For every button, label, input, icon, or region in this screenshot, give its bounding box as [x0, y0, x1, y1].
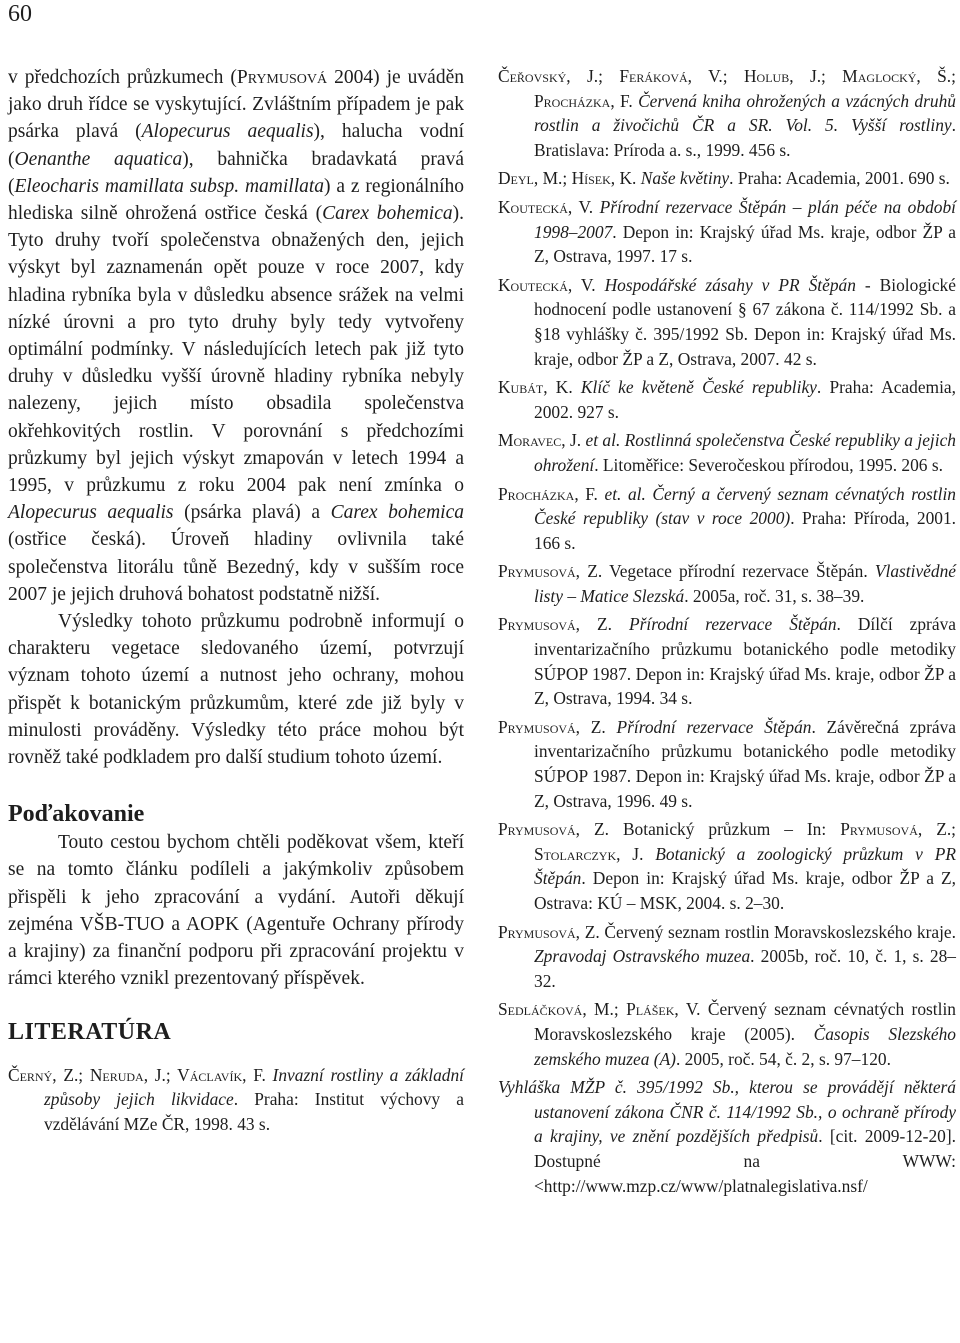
right-column	[498, 64, 956, 1198]
text-run: . 2005, roč. 54, č. 2, s. 97–120.	[675, 1048, 891, 1069]
text-run: - Biologické hodnocení podle ustanovení § 67 zákona č. 114/1992 Sb. a §18 vyhlášky č. 395/1992 Sb. Depon in: Krajský úřad Ms. kraje, odbor ŽP a Z, Ostrava, 2007. 42 s.	[534, 274, 956, 369]
italic-run: Časopis Slezského zemského muzea (A)	[534, 1023, 956, 1069]
author-name: Kubát, K.	[498, 377, 573, 398]
text-run: . Praha: Příroda, 2001. 166 s.	[534, 508, 956, 553]
literature-heading: LITERATÚRA	[8, 1018, 172, 1045]
body-paragraph-1	[8, 64, 464, 608]
text-run	[266, 1065, 273, 1085]
reference-list-left	[8, 1063, 464, 1137]
author-name: Černý, Z.; Neruda, J.; Václavík, F.	[8, 1064, 266, 1085]
italic-run: Hospodářské zásahy v PR Štěpán	[604, 274, 856, 295]
text-run: . Depon in: Krajský úřad Ms. kraje, odbor ŽP a Z, Ostrava, 1997. 17 s.	[534, 221, 956, 267]
text-run: . Praha: Academia, 2002. 927 s.	[534, 377, 956, 422]
author-name: Prymusová, Z.	[498, 614, 612, 635]
reference-entry	[498, 817, 956, 915]
italic-run: Klíč ke květeně České republiky	[580, 377, 817, 398]
author-name: Moravec, J.	[498, 430, 582, 451]
italic-run: Carex bohemica	[322, 203, 453, 225]
italic-run: Alopecurus aequalis	[8, 502, 174, 524]
text-run: 2004) je uváděn jako druh řídce se vyskytující. Zvláštním případem je pak psárka plavá (	[8, 67, 464, 143]
author-name: Prymusová, Z.	[498, 561, 603, 582]
left-column	[8, 64, 464, 1136]
author-name: Koutecká, V.	[498, 196, 594, 217]
text-run: ) a z regionálního hlediska silně ohrožená ostřice česká (	[8, 175, 464, 225]
italic-run: et. al. Černý a červený seznam cévnatých rostlin České republiky (stav v roce 2000)	[534, 483, 956, 529]
author-name: Koutecká, V.	[498, 274, 596, 295]
text-run: v předchozích průzkumech (	[8, 67, 237, 88]
reference-list-right	[498, 64, 956, 1198]
text-run: Červený seznam cévnatých rostlin Moravskoslezského kraje (2005).	[534, 999, 957, 1044]
text-run: . Závěrečná zpráva inventarizačního průzkumu botanického podle metodiky SÚPOP 1987. Depon in: Krajský úřad Ms. kraje, odbor ŽP a Z, Ostrava, 1996. 49 s.	[534, 716, 956, 811]
italic-run: Červená kniha ohrožených a vzácných druhů rostlin a živočichů ČR a SR. Vol. 5. Vyšší rostliny	[534, 90, 956, 136]
text-run	[643, 844, 655, 864]
reference-entry	[498, 273, 956, 371]
reference-entry	[498, 1075, 956, 1198]
text-run	[606, 717, 617, 737]
reference-entry	[498, 428, 956, 477]
reference-entry	[498, 559, 956, 608]
italic-run: Naše květiny	[640, 168, 730, 189]
reference-entry	[498, 375, 956, 424]
italic-run: Přírodní rezervace Štěpán	[616, 716, 812, 737]
italic-run: Vlastivědné listy – Matice Slezská	[534, 561, 956, 606]
reference-entry	[498, 997, 956, 1071]
text-run: . Bratislava: Príroda a. s., 1999. 456 s.	[534, 115, 956, 160]
text-run: ), bahnička bradavkatá pravá (	[8, 148, 464, 197]
text-run: . Praha: Academia, 2001. 690 s.	[729, 168, 950, 189]
text-run: . 2005a, roč. 31, s. 38–39.	[684, 585, 865, 606]
reference-entry	[498, 195, 956, 269]
page-number: 60	[8, 1, 32, 27]
author-name: Čeřovský, J.; Feráková, V.; Holub, J.; Maglocký, Š.; Procházka, F.	[498, 66, 956, 111]
text-run: . Praha: Institut výchovy a vzdělávání MZe ČR, 1998. 43 s.	[44, 1089, 464, 1134]
text-run: Botanický průzkum – In:	[608, 819, 841, 840]
italic-run: Invazní rostliny a základní způsoby jejich likvidace	[44, 1064, 464, 1110]
italic-run: Oenanthe aquatica	[14, 148, 183, 170]
acknowledgement-text: Touto cestou bychom chtěli poděkovat všem, kteří se na tomto článku podíleli a jakýmkoliv způsobem přispěli k jeho zpracování a vydání. Autoři děkují zejména VŠB-TUO a AOPK (Agentuře Ochrany přírody a krajiny) za finanční podporu při zpracování projektu v rámci kterého vznikl prezentovaný příspěvek.	[8, 832, 464, 990]
text-run: ). Tyto druhy tvoří společenstva obnažených den, jejich výskyt byl zaznamenán opět pouze v roce 2007, kdy hladina rybníka byla v důsledku absence srážek na velmi nízké úrovni a pro tyto druhy byly tedy vytvořeny optimální podmínky. V následujících letech pak již tyto druhy v důsledku vyšší úrovně hladiny rybníka nebyly nalezeny, jejich místo obsadila společenstva okřehkovitých rostlin. V porovnání s předchozími průzkumy byl jejich výskyt zmapován v letech 1994 a 1995, v průzkumu z roku 2004 pak není zmínka o	[8, 203, 464, 497]
italic-run: Botanický a zoologický průzkum v PR Štěpán	[534, 843, 956, 889]
author-name: Prymusová	[236, 67, 328, 88]
reference-entry	[498, 612, 956, 710]
reference-entry	[498, 715, 956, 813]
italic-run: Eleocharis mamillata subsp. mamillata	[14, 175, 325, 197]
italic-run: Přírodní rezervace Štěpán	[629, 614, 837, 635]
reference-entry	[498, 920, 956, 994]
italic-run: Přírodní rezervace Štěpán – plán péče na období 1998–2007	[534, 196, 956, 242]
author-name: Prymusová, Z.; Stolarczyk, J.	[534, 819, 956, 864]
text-run: . [cit. 2009-12-20]. Dostupné na WWW:<http://www.mzp.cz/www/platnalegislativa.nsf/	[534, 1126, 956, 1196]
text-run: Červený seznam rostlin Moravskoslezského kraje.	[599, 921, 956, 942]
author-name: Sedláčková, M.; Plášek, V.	[498, 999, 701, 1020]
italic-run: et al. Rostlinná společenstva České republiky a jejich ohrožení	[534, 430, 956, 475]
author-name: Prymusová, Z.	[498, 921, 600, 942]
text-run: . 2005b, roč. 10, č. 1, s. 28–32.	[534, 946, 956, 991]
text-run: . Dílčí zpráva inventarizačního průzkumu botanického podle metodiky SÚPOP 1987. Depon in: Krajský úřad Ms. kraje, odbor ŽP a Z, Ostrava, 1994. 34 s.	[534, 614, 956, 709]
body-paragraph-2: Výsledky tohoto průzkumu podrobně informují o charakteru vegetace sledovaného území, potvrzují význam tohoto území a nutnost jeho ochrany, mohou přispět k botanickým průzkumům, které zde již byly v minulosti prováděny. Výsledky této práce mohou být rovněž také podkladem pro další studium tohoto území.	[8, 611, 464, 769]
reference-entry	[498, 482, 956, 556]
text-run: . Depon in: Krajský úřad Ms. kraje, odbor ŽP a Z, Ostrava: KÚ – MSK, 2004. s. 2–30.	[534, 868, 956, 913]
author-name: Procházka, F.	[498, 483, 598, 504]
text-run	[573, 377, 581, 397]
italic-run: Carex bohemica	[330, 502, 464, 524]
text-run	[612, 614, 629, 634]
reference-entry	[498, 64, 956, 162]
text-run: (psárka plavá) a	[173, 502, 331, 524]
author-name: Prymusová, Z.	[498, 716, 606, 737]
italic-run: Alopecurus aequalis	[141, 121, 314, 143]
text-run: . Litoměřice: Severočeskou přírodou, 1995. 206 s.	[594, 454, 943, 475]
acknowledgement-heading: Poďakovanie	[8, 801, 145, 828]
text-run: Vegetace přírodní rezervace Štěpán.	[602, 561, 875, 582]
reference-entry	[8, 1063, 464, 1137]
text-run: (ostřice česká). Úroveň hladiny ovlivnila také společenstva litorálu tůně Bezedný, kdy v sušším roce 2007 je jejich druhová bohatost podstatně nižší.	[8, 529, 464, 605]
author-name: Prymusová, Z.	[498, 819, 609, 840]
text-run: ), halucha vodní (	[8, 121, 464, 170]
author-name: Deyl, M.; Hísek, K.	[498, 168, 637, 189]
text-run	[596, 275, 605, 295]
italic-run: Vyhláška MŽP č. 395/1992 Sb., kterou se provádějí některá ustanovení zákona ČNR č. 114/1992 Sb., o ochraně přírody a krajiny, ve znění pozdějších předpisů	[498, 1077, 956, 1147]
italic-run: Zpravodaj Ostravského muzea	[534, 946, 751, 967]
reference-entry	[498, 166, 956, 191]
